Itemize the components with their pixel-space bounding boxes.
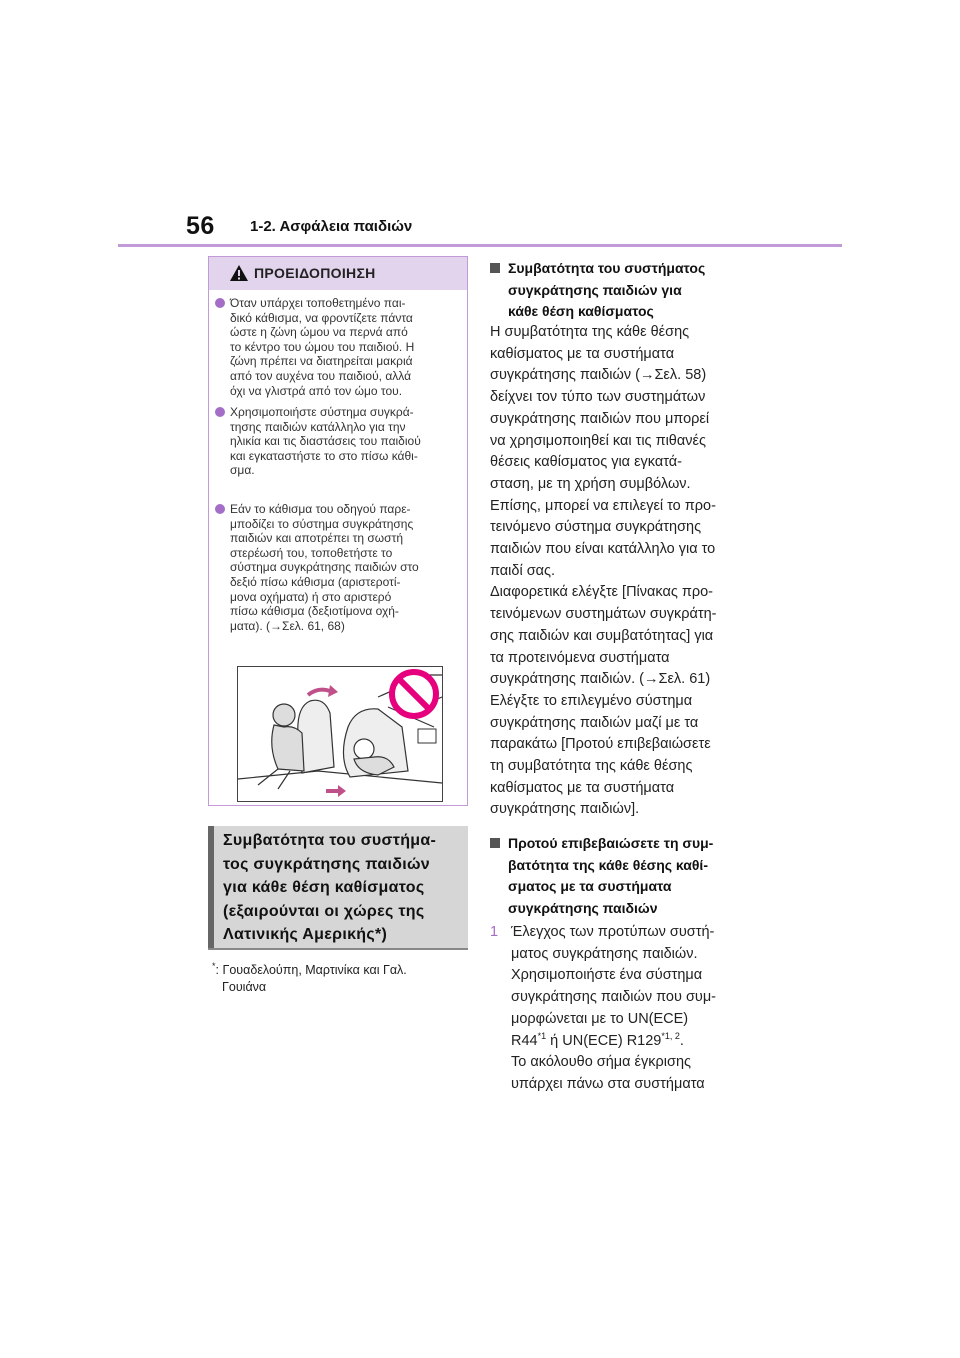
subheading-compatibility — [490, 258, 770, 323]
footnote-ref-1: *1 — [537, 1030, 547, 1041]
heading-accent-bar — [208, 826, 214, 950]
page-number: 56 — [186, 212, 215, 240]
step-text-part1: Έλεγχος των προτύπων συστή- ματος συγκράτησης παιδιών. Χρησιμοποιήστε ένα σύστημα συγκράτησης παιδιών που συμ- μορφώνεται με το UN(ECE) R44 — [511, 924, 717, 1049]
footnote-line2: Γουιάνα — [222, 980, 267, 995]
warning-item-text: Εάν το κάθισμα του οδηγού παρε- μποδίζει το σύστημα συγκράτησης παιδιών και αποτρέπει τη σωστή στερέωσή του, τοποθετήστε το σύστημα συγκράτησης παιδιών στο δεξιό πίσω κάθισμα (αριστεροτί- μονα οχήματα) ή στο αριστερό πίσω κάθισμα (δεξιοτίμονα οχή- ματα). (→Σελ. 61, 68) — [230, 502, 419, 633]
warning-title: ΠΡΟΕΙΔΟΠΟΙΗΣΗ — [254, 265, 376, 281]
subheading-text: Συμβατότητα του συστήματος συγκράτησης παιδιών για κάθε θέση καθίσματος — [508, 260, 706, 319]
footnote-mark: * — [212, 961, 216, 971]
warning-item — [215, 502, 461, 633]
compatibility-heading-text: Συμβατότητα του συστήμα- τος συγκράτησης παιδιών για κάθε θέση καθίσματος (εξαιρούνται οι χώρες της Λατινικής Αμερικής*) — [223, 832, 437, 943]
step-number: 1 — [490, 924, 499, 940]
bullet-dot-icon — [215, 504, 225, 514]
subheading-text: Προτού επιβεβαιώσετε τη συμ- βατότητα της κάθε θέσης καθί- σματος με τα συστήματα συγκράτησης παιδιών — [508, 835, 714, 916]
car-seat-drawing — [238, 667, 442, 801]
header-rule — [118, 244, 842, 247]
step-text-part3: . Το ακόλουθο σήμα έγκρισης υπάρχει πάνω στα συστήματα — [511, 1032, 705, 1092]
footnote — [212, 958, 462, 996]
warning-item-text: Χρησιμοποιήστε σύστημα συγκρά- τησης παιδιών κατάλληλο για την ηλικία και τις διαστάσεις του παιδιού και εγκαταστήστε το στο πίσω κάθι- σμα. — [230, 405, 421, 478]
warning-item — [215, 296, 461, 398]
subheading-before-confirming — [490, 833, 770, 919]
warning-item-text: Όταν υπάρχει τοποθετημένο παι- δικό κάθισμα, να φροντίζετε πάντα ώστε η ζώνη ώμου να περνά από το κέντρο του ώμου του παιδιού. Η ζώνη πρέπει να διατηρείται μακριά από τον αυχένα του παιδιού, αλλά όχι να γλιστρά από τον ώμο του. — [230, 296, 415, 398]
footnote-ref-2: *1, 2 — [661, 1030, 680, 1041]
footnote-line1: : Γουαδελούπη, Μαρτινίκα και Γαλ. — [215, 963, 407, 978]
warning-triangle-icon — [229, 264, 249, 282]
compatibility-section-heading — [208, 826, 468, 950]
warning-box — [208, 256, 468, 806]
square-bullet-icon — [490, 263, 500, 273]
heading-bottom-rule — [208, 948, 468, 950]
step-1 — [490, 922, 770, 1096]
section-title: 1-2. Ασφάλεια παιδιών — [250, 218, 413, 235]
bullet-dot-icon — [215, 298, 225, 308]
warning-item — [215, 405, 461, 478]
child-seat-illustration — [237, 666, 443, 802]
body-paragraph: Η συμβατότητα της κάθε θέσης καθίσματος με τα συστήματα συγκράτησης παιδιών (→Σελ. 58) δείχνει τον τύπο των συστημάτων συγκράτησης παιδιών που μπορεί να χρησιμοποιηθεί και τις πιθανές θέσεις καθίσματος για εγκατά- σταση, με τη χρήση συμβόλων. Επίσης, μπορεί να επιλεγεί το προ- τεινόμενο σύστημα συγκράτησης παιδιών που είναι κατάλληλο για το παιδί σας. Διαφορετικά ελέγξτε [Πίνακας προ- τεινόμενων συστημάτων συγκράτη- σης παιδιών και συμβατότητας] για τα προτεινόμενα συστήματα συγκράτησης παιδιών. (→Σελ. 61) Ελέγξτε το επιλεγμένο σύστημα συγκράτησης παιδιών μαζί με τα παρακάτω [Προτού επιβεβαιώσετε τη συμβατότητα της κάθε θέσης καθίσματος με τα συστήματα συγκράτησης παιδιών]. — [490, 324, 717, 818]
warning-header — [209, 257, 467, 290]
step-text-part2: ή UN(ECE) R129 — [546, 1032, 662, 1049]
square-bullet-icon — [490, 838, 500, 848]
bullet-dot-icon — [215, 407, 225, 417]
step-text — [511, 922, 770, 1096]
